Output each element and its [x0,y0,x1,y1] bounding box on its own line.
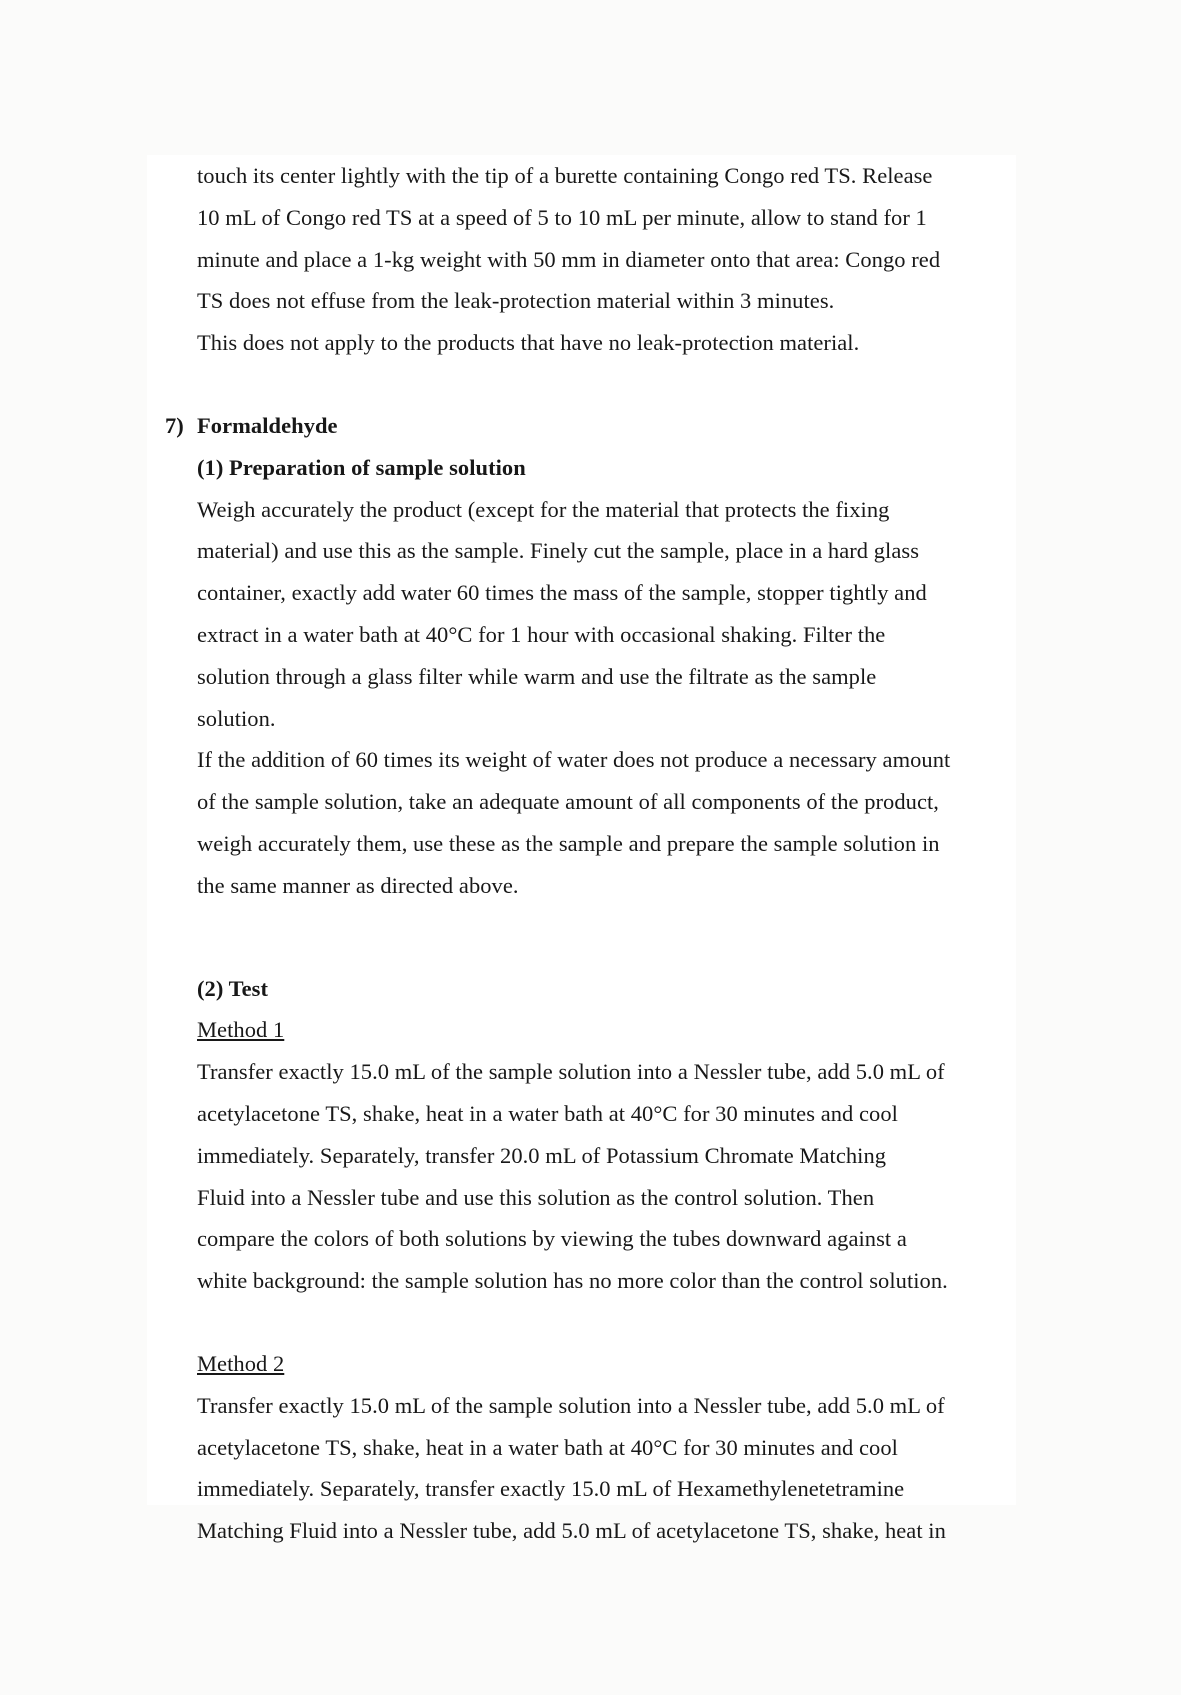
text-line: touch its center lightly with the tip of a burette containing Congo red TS. Release [197,163,933,188]
heading-text: Formaldehyde [197,412,338,438]
text-line: white background: the sample solution has no more color than the control solution. [197,1268,948,1294]
list-marker: 7) [165,412,184,438]
subheading-preparation-of-sample-solution: (1) Preparation of sample solution [197,454,526,480]
text-line: weigh accurately them, use these as the sample and prepare the sample solution in [197,830,940,856]
text-line: extract in a water bath at 40°C for 1 hour with occasional shaking. Filter the [197,621,886,647]
text-line: immediately. Separately, transfer exactly 15.0 mL of Hexamethylenetetramine [197,1476,905,1502]
paragraph-method-2 [147,1385,1147,1552]
text-line: solution through a glass filter while warm and use the filtrate as the sample [197,663,877,689]
text-line: Transfer exactly 15.0 mL of the sample solution into a Nessler tube, add 5.0 mL of [197,1059,945,1085]
text-line: This does not apply to the products that have no leak-protection material. [197,330,860,356]
text-line: acetylacetone TS, shake, heat in a water bath at 40°C for 30 minutes and cool [197,1434,898,1460]
text-line: If the addition of 60 times its weight of water does not produce a necessary amount [197,747,951,773]
text-line: acetylacetone TS, shake, heat in a water bath at 40°C for 30 minutes and cool [197,1100,898,1126]
subheading-method-1-text: Method 1 [197,1017,285,1043]
subheading-method-2 [147,1343,1147,1385]
paragraph-spacer [147,948,1147,968]
text-line: container, exactly add water 60 times the mass of the sample, stopper tightly and [197,580,927,606]
paragraph-spacer [147,1302,1147,1343]
text-line: 10 mL of Congo red TS at a speed of 5 to 10 mL per minute, allow to stand for 1 [197,204,927,230]
document-page [147,155,1016,1544]
text-line: immediately. Separately, transfer 20.0 mL of Potassium Chromate Matching [197,1142,887,1168]
text-line: the same manner as directed above. [197,872,519,898]
text-line: Weigh accurately the product (except for the material that protects the fixing [197,496,890,522]
text-line: Matching Fluid into a Nessler tube, add 5.0 mL of acetylacetone TS, shake, heat in [197,1518,946,1544]
text-line: TS does not effuse from the leak-protection material within 3 minutes. [197,288,835,314]
heading-formaldehyde [147,405,1147,447]
document-text-column [147,155,1147,1552]
subheading-method-1 [147,1009,1147,1051]
text-line: Fluid into a Nessler tube and use this solution as the control solution. Then [197,1184,875,1210]
paragraph-preparation [147,489,1147,740]
paragraph-spacer [147,907,1147,948]
subheading-method-2-text: Method 2 [197,1350,285,1376]
text-line: compare the colors of both solutions by viewing the tubes downward against a [197,1226,907,1252]
paragraph-leak-protection [147,155,1147,364]
text-line: Transfer exactly 15.0 mL of the sample solution into a Nessler tube, add 5.0 mL of [197,1392,945,1418]
text-line: material) and use this as the sample. Finely cut the sample, place in a hard glass [197,538,920,564]
text-line: of the sample solution, take an adequate amount of all components of the product, [197,789,939,815]
text-line: solution. [197,705,276,731]
paragraph-insufficient-volume [147,739,1147,906]
text-line: minute and place a 1-kg weight with 50 mm in diameter onto that area: Congo red [197,246,941,272]
paragraph-spacer [147,364,1147,405]
paragraph-method-1 [147,1051,1147,1302]
subheading-test: (2) Test [197,975,269,1001]
